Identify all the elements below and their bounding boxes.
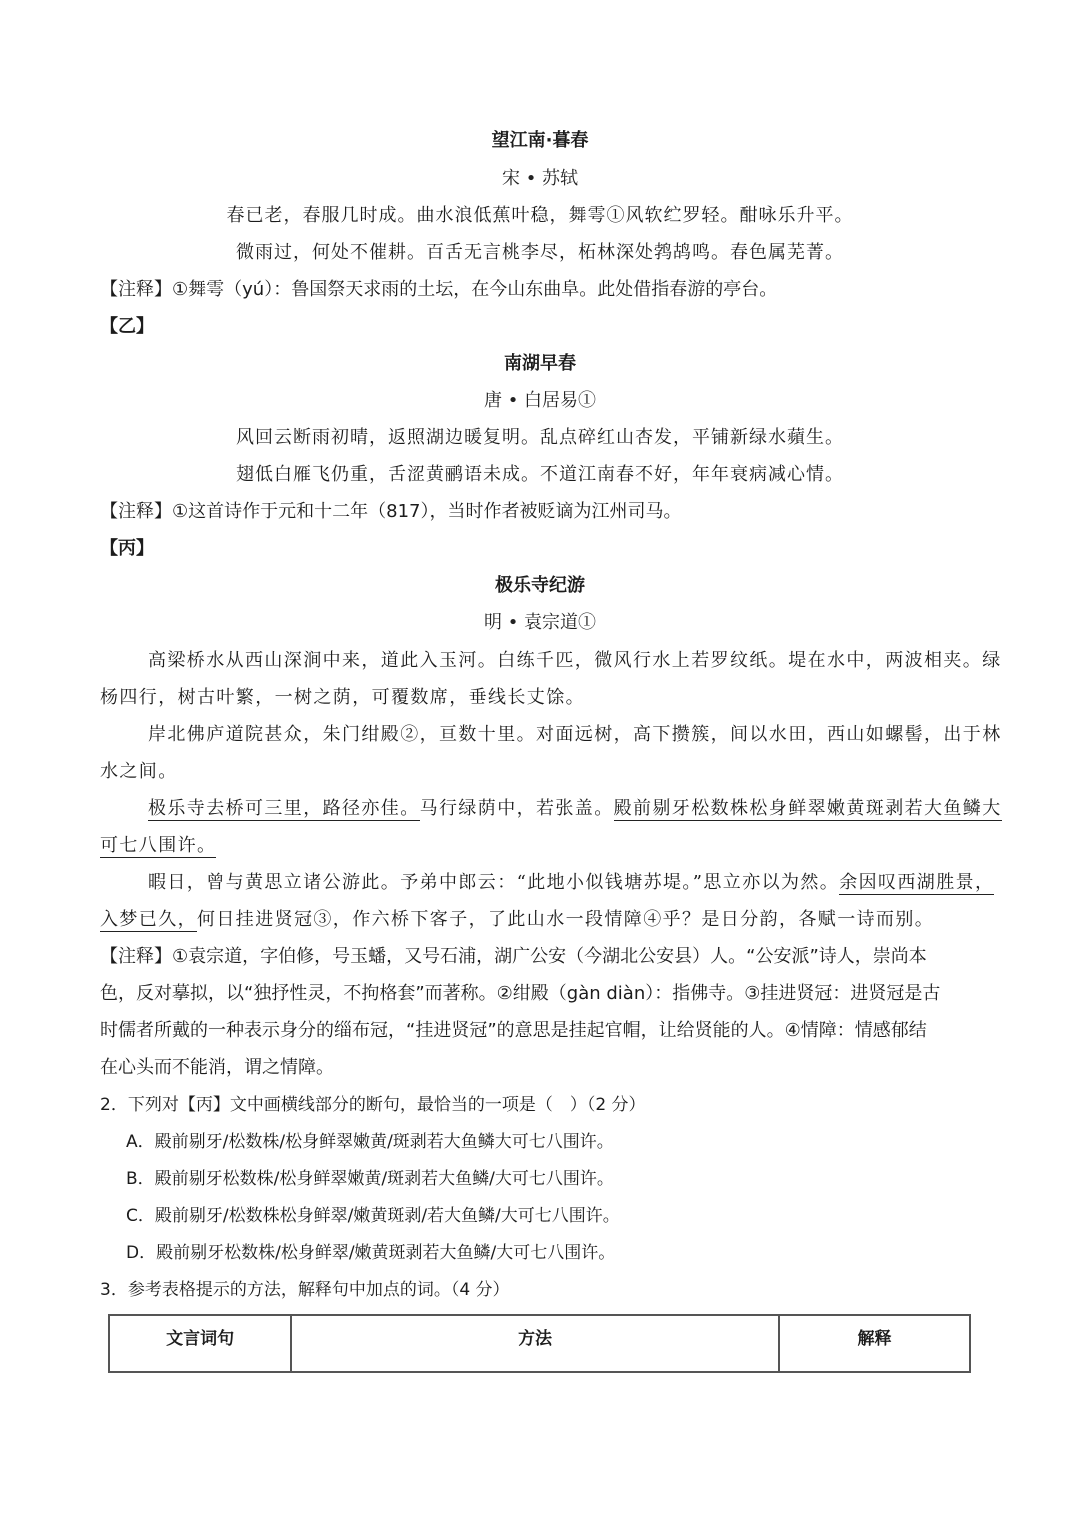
prose-p1-line-2: 杨四行，树古叶繁，一树之荫，可覆数席，垂线长丈馀。	[100, 687, 585, 708]
poem-yi-line-1: 风回云断雨初晴，返照湖边暖复明。乱点碎红山杏发，平铺新绿水蘋生。	[236, 427, 844, 448]
answer-table	[108, 1314, 971, 1373]
poem-jia-note: 【注释】①舞雩（yú）：鲁国祭天求雨的土坛，在今山东曲阜。此处借指春游的亭台。	[100, 279, 778, 300]
poem-yi-line-2: 翅低白雁飞仍重，舌涩黄鹂语未成。不道江南春不好，年年衰病减心情。	[236, 464, 844, 485]
poem-yi-author: 唐 • 白居易①	[483, 390, 597, 411]
header-wenyan-ciju: 文言词句	[109, 1315, 291, 1372]
section-bing-label: 【丙】	[100, 538, 154, 559]
underlined-sentence-3: 余因叹西湖胜景，	[839, 872, 995, 893]
poem-jia-title: 望江南·暮春	[491, 130, 589, 151]
question-2-option-a[interactable]: A．殿前剔牙/松数株/松身鲜翠嫩黄/斑剥若大鱼鳞大可七八围许。	[126, 1132, 614, 1152]
answer-table-header-row	[109, 1315, 970, 1372]
question-2-option-b[interactable]: B．殿前剔牙松数株/松身鲜翠嫩黄/斑剥若大鱼鳞/大可七八围许。	[126, 1169, 614, 1189]
prose-bing-author: 明 • 袁宗道①	[483, 612, 597, 633]
header-jieshi: 解释	[779, 1315, 970, 1372]
underlined-sentence-2: 殿前剔牙松数株松身鲜翠嫩黄斑剥若大鱼鳞大	[613, 798, 1002, 819]
underlined-sentence-1: 极乐寺去桥可三里，路径亦佳。	[148, 798, 420, 819]
plain-text: 暇日，曾与黄思立诸公游此。予弟中郎云：“此地小似钱塘苏堤。”思立亦以为然。	[148, 872, 840, 893]
underlined-sentence-3-cont: 入梦已久，	[100, 909, 197, 930]
prose-note-line-4: 在心头而不能消，谓之情障。	[100, 1057, 334, 1078]
poem-jia-author: 宋 • 苏轼	[501, 168, 579, 189]
underlined-sentence-2-cont: 可七八围许。	[100, 835, 217, 856]
prose-note-line-3: 时儒者所戴的一种表示身分的缁布冠，“挂进贤冠”的意思是挂起官帽，让给贤能的人。④情障：情感郁结	[100, 1020, 927, 1041]
prose-p3-line-2	[100, 833, 216, 859]
header-fangfa: 方法	[291, 1315, 779, 1372]
prose-p2-line-2: 水之间。	[100, 761, 178, 782]
prose-bing-title: 极乐寺纪游	[495, 575, 585, 596]
prose-note-line-1: 【注释】①袁宗道，字伯修，号玉蟠，又号石浦，湖广公安（今湖北公安县）人。“公安派”诗人，崇尚本	[100, 946, 927, 967]
prose-note-line-2: 色，反对摹拟，以“独抒性灵，不拘格套”而著称。②绀殿（gàn diàn）：指佛寺。③挂进贤冠：进贤冠是古	[100, 983, 941, 1004]
poem-jia-line-1: 春已老，春服几时成。曲水浪低蕉叶稳，舞雩①风软纻罗轻。酣咏乐升平。	[226, 205, 854, 226]
prose-p4-line-1	[148, 870, 994, 896]
plain-text: 马行绿荫中，若张盖。	[419, 798, 614, 819]
poem-yi-title: 南湖早春	[504, 353, 576, 374]
question-2-option-d[interactable]: D．殿前剔牙松数株/松身鲜翠/嫩黄斑剥若大鱼鳞/大可七八围许。	[126, 1243, 616, 1263]
question-2-stem: 2．下列对【丙】文中画横线部分的断句，最恰当的一项是（ ）（2 分）	[100, 1095, 646, 1115]
prose-p4-line-2	[100, 907, 934, 933]
poem-yi-note: 【注释】①这首诗作于元和十二年（817），当时作者被贬谪为江州司马。	[100, 501, 682, 522]
plain-text: 何日挂进贤冠③，作六桥下客子，了此山水一段情障④乎？是日分韵，各赋一诗而别。	[197, 909, 935, 930]
prose-p3-line-1	[148, 796, 1002, 822]
section-yi-label: 【乙】	[100, 316, 154, 337]
prose-p2-line-1: 岸北佛庐道院甚众，朱门绀殿②，亘数十里。对面远树，高下攒簇，间以水田，西山如螺髻，出于林	[148, 724, 1002, 745]
poem-jia-line-2: 微雨过，何处不催耕。百舌无言桃李尽，柘林深处鹁鸪鸣。春色属芜菁。	[236, 242, 844, 263]
question-2-option-c[interactable]: C．殿前剔牙/松数株松身鲜翠/嫩黄斑剥/若大鱼鳞/大可七八围许。	[126, 1206, 620, 1226]
question-3-stem: 3．参考表格提示的方法，解释句中加点的词。（4 分）	[100, 1280, 510, 1300]
prose-p1-line-1: 高梁桥水从西山深涧中来，道此入玉河。白练千匹，微风行水上若罗纹纸。堤在水中，两波相夹。绿	[148, 650, 1002, 671]
